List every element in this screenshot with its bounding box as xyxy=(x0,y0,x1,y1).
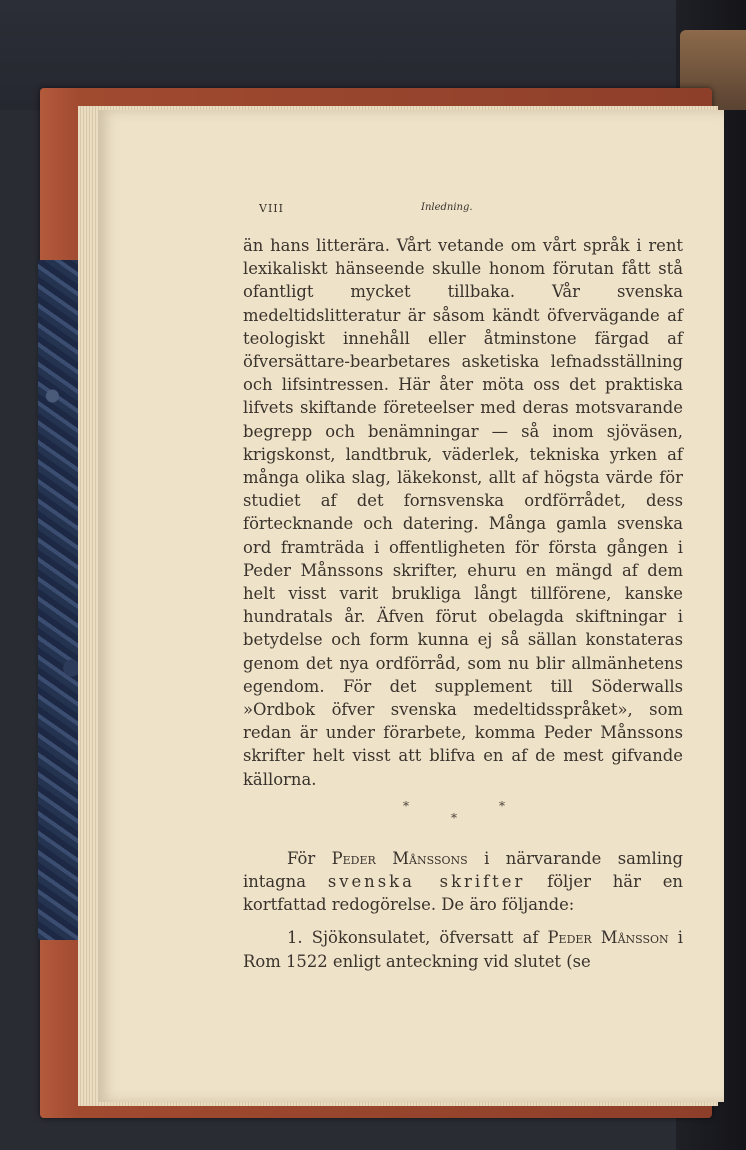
p2-post: följer här en kortfattad redogörelse. De äro följande: xyxy=(243,872,683,915)
paragraph-2 xyxy=(243,847,683,917)
asterism-star: * xyxy=(451,810,457,825)
p2-pre: För xyxy=(287,848,332,868)
list-item-1 xyxy=(243,926,683,972)
item1-post: i Rom 1522 enligt anteckning vid slutet (se xyxy=(243,928,683,971)
item1-pre: 1. Sjökonsulatet, öfversatt af xyxy=(287,928,548,948)
running-title: Inledning. xyxy=(421,202,473,213)
asterism-star: * xyxy=(499,798,505,813)
paragraph-1: än hans litterära. Vårt vetande om vårt språk i rent lexikaliskt hänseende skulle honom förutan fått stå ofantligt mycket tillbaka. Vår svenska medeltidslitteratur är såsom kändt öfvervägande af teologiskt innehåll eller åtminstone färgad af öfversättare-bearbetares asketiska lefnadsställning och lifsintressen. Här åter möta oss det praktiska lifvets skiftande företeelser med deras motsvarande begrepp och benämningar — så inom sjöväsen, krigskonst, landtbruk, väderlek, tekniska yrken af många olika slag, läkekonst, allt af högsta värde för studiet af det fornsvenska ordförrådet, dess förtecknande och datering. Många gamla svenska ord framträda i offentligheten för första gången i Peder Månssons skrifter, ehuru en mängd af dem helt visst varit brukliga långt tillförene, kanske hundratals år. Äfven förut obelagda skiftningar i betydelse och form kunna ej så sällan konstateras genom det nya ordförråd, som nu blir allmänhetens egendom. För det supplement till Söderwalls »Ordbok öfver svenska medeltidsspråket», som redan är under förarbete, komma Peder Månssons skrifter helt visst att blifva en af de mest gifvande källorna. xyxy=(243,236,683,789)
running-head xyxy=(243,202,683,222)
p2-name: Peder Månssons xyxy=(331,848,468,868)
item1-name: Peder Månsson xyxy=(547,928,669,948)
p2-spaced: svenska skrifter xyxy=(327,872,526,892)
asterism-star: * xyxy=(403,798,409,813)
book-page xyxy=(98,110,724,1102)
page-content xyxy=(243,202,683,973)
asterism xyxy=(243,791,683,845)
p2-mid: i närvarande samling intagna xyxy=(243,848,684,892)
page-number: VIII xyxy=(259,202,284,215)
